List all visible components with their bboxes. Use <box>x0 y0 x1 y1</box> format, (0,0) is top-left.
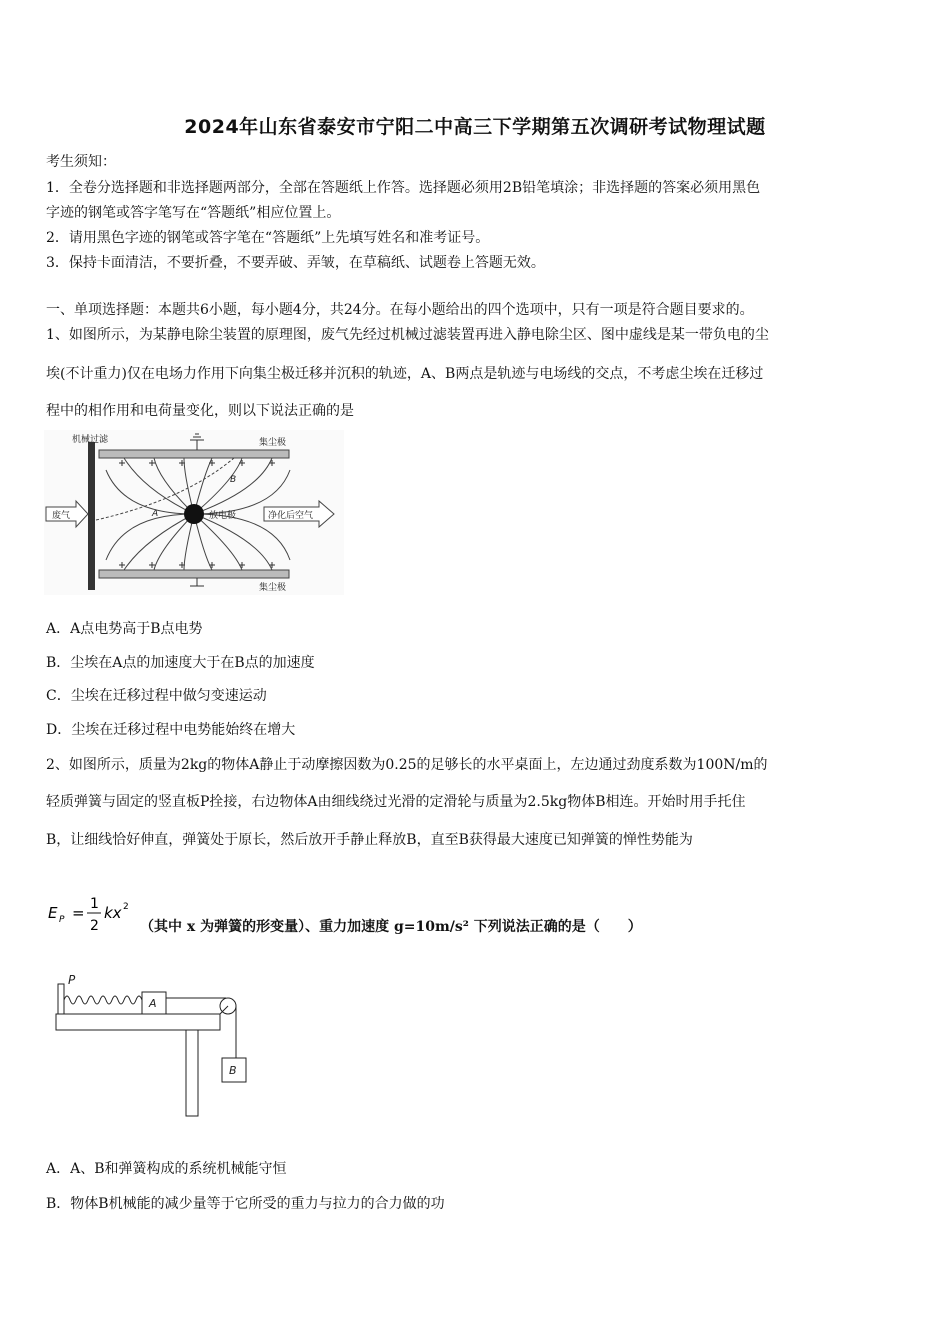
point-a-label: A <box>152 509 159 519</box>
filter-label: 机械过滤 <box>72 435 109 445</box>
block-b-label: B <box>229 1064 237 1077</box>
svg-text:2: 2 <box>90 918 99 934</box>
question-1-text: 1、如图所示，为某静电除尘装置的原理图，废气先经过机械过滤装置再进入静电除尘区、图中虚线是某一带负电的尘 <box>46 327 769 343</box>
precipitator-diagram <box>44 430 344 595</box>
svg-text:=: = <box>72 904 85 922</box>
notice-item: 2．请用黑色字迹的钢笔或答字笔在“答题纸”上先填写姓名和准考证号。 <box>46 230 490 246</box>
notice-item: 3．保持卡面清洁，不要折叠，不要弄破、弄皱，在草稿纸、试题卷上答题无效。 <box>46 255 545 271</box>
electrode-label: 放电极 <box>209 511 237 521</box>
option-d: D．尘埃在迁移过程中电势能始终在增大 <box>46 722 296 738</box>
plate-p-label: P <box>68 973 76 987</box>
notice-heading: 考生须知： <box>46 154 116 170</box>
table-top <box>56 1014 220 1030</box>
svg-text:1: 1 <box>90 896 99 912</box>
option-c: C．尘埃在迁移过程中做匀变速运动 <box>46 688 267 704</box>
question-2-text: B，让细线恰好伸直，弹簧处于原长，然后放开手静止释放B，直至B获得最大速度已知弹簧的惮性势能为 <box>46 832 693 848</box>
collector-label-top: 集尘极 <box>259 438 287 448</box>
page-title: 2024年山东省泰安市宁阳二中高三下学期第五次调研考试物理试题 <box>184 116 766 138</box>
question-2-text: 2、如图所示，质量为2kg的物体A静止于动摩擦因数为0.25的足够长的水平桌面上，左边通过劲度系数为100N/m的 <box>46 757 768 773</box>
svg-text:kx: kx <box>104 904 122 922</box>
collector-plate-top <box>99 450 289 458</box>
elastic-energy-formula <box>46 888 136 938</box>
svg-text:E: E <box>48 904 58 922</box>
svg-text:2: 2 <box>123 902 129 912</box>
discharge-electrode <box>184 504 204 524</box>
collector-plate-bottom <box>99 570 289 578</box>
option-b: B．尘埃在A点的加速度大于在B点的加速度 <box>46 655 315 671</box>
table-leg <box>186 1030 198 1116</box>
plate-p <box>58 984 64 1014</box>
spring-pulley-diagram <box>50 970 260 1120</box>
formula-description: （其中 x 为弹簧的形变量）、重力加速度 g=10m/s² 下列说法正确的是（ ） <box>140 919 642 935</box>
filter-plate <box>88 442 95 590</box>
question-2-text: 轻质弹簧与固定的竖直板P拴接，右边物体A由细线绕过光滑的定滑轮与质量为2.5kg物体B相连。开始时用手托住 <box>46 794 746 810</box>
notice-item: 1．全卷分选择题和非选择题两部分，全部在答题纸上作答。选择题必须用2B铅笔填涂；非选择题的答案必须用黑色 <box>46 180 761 196</box>
notice-item: 字迹的钢笔或答字笔写在“答题纸”相应位置上。 <box>46 205 341 221</box>
collector-label-bottom: 集尘极 <box>259 583 287 593</box>
section-heading: 一、单项选择题：本题共6小题，每小题4分，共24分。在每小题给出的四个选项中，只有一项是符合题目要求的。 <box>46 302 754 318</box>
point-b-label: B <box>230 475 237 485</box>
option-a: A．A点电势高于B点电势 <box>46 621 203 637</box>
svg-text:P: P <box>59 915 65 925</box>
option-b: B．物体B机械能的减少量等于它所受的重力与拉力的合力做的功 <box>46 1196 445 1212</box>
question-1-text: 程中的相作用和电荷量变化，则以下说法正确的是 <box>46 403 354 419</box>
waste-gas-label: 废气 <box>52 511 71 521</box>
block-a-label: A <box>149 997 157 1010</box>
clean-air-label: 净化后空气 <box>268 511 314 521</box>
spring <box>64 996 148 1004</box>
option-a: A．A、B和弹簧构成的系统机械能守恒 <box>46 1161 287 1177</box>
question-1-text: 埃(不计重力)仅在电场力作用下向集尘极迁移并沉积的轨迹，A、B两点是轨迹与电场线的交点，不考虑尘埃在迁移过 <box>46 366 764 382</box>
